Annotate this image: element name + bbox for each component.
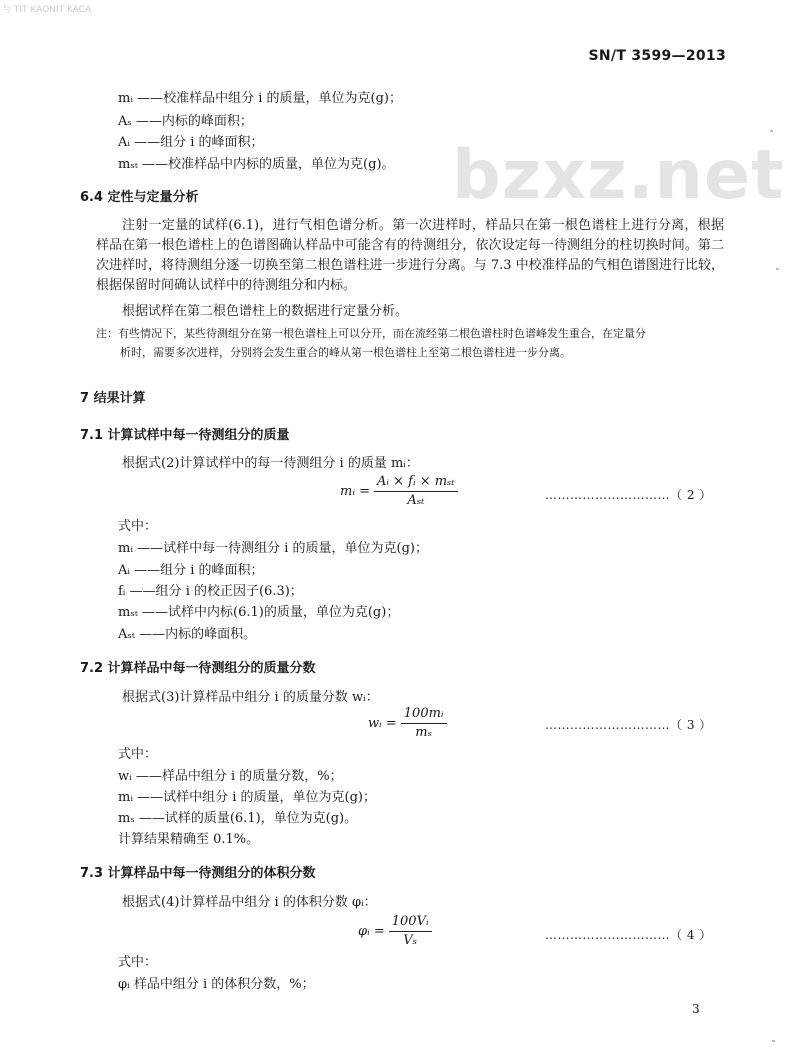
- equation-4-lhs: φᵢ =: [358, 924, 385, 939]
- equation-3: [368, 706, 447, 741]
- where-label: 式中：: [118, 747, 158, 762]
- precision-note: 计算结果精确至 0.1%。: [118, 832, 260, 847]
- equation-2-lhs: mᵢ =: [340, 484, 370, 499]
- section-7-2-intro: 根据式(3)计算样品中组分 i 的质量分数 wᵢ：: [122, 690, 379, 705]
- corner-watermark-text: 与 TIT KAONIT KACA: [2, 5, 92, 15]
- definition-line: Aₛ ——内标的峰面积；: [118, 114, 253, 129]
- section-6-4-note: [96, 324, 732, 362]
- page-number: 3: [692, 1002, 700, 1016]
- site-watermark: bzxz.net: [452, 136, 785, 215]
- scan-speck: [770, 130, 773, 132]
- equation-2-numerator: Aᵢ × fᵢ × mₛₜ: [374, 474, 458, 492]
- definition-line: mₛₜ ——试样中内标(6.1)的质量，单位为克(g)；: [118, 605, 400, 620]
- definition-line: wᵢ ——样品中组分 i 的质量分数，%；: [118, 769, 343, 784]
- section-6-4-paragraph: 注射一定量的试样(6.1)，进行气相色谱分析。第一次进样时，样品只在第一根色谱柱上进行分离，根据样品在第一根色谱柱上的色谱图确认样品中可能含有的待测组分，依次设定每一待测组分的柱切换时间。第二次进样时，将待测组分逐一切换至第二根色谱柱进一步进行分离。与 7.3 中校准样品的气相色谱图进行比较，根据保留时间确认试样中的待测组分和内标。: [96, 218, 724, 293]
- equation-4-number: …………………………（ 4 ）: [545, 928, 712, 942]
- equation-3-numerator: 100mᵢ: [401, 706, 447, 724]
- note-line-1: 注：有些情况下，某些待测组分在第一根色谱柱上可以分开，而在流经第二根色谱柱时色谱峰发生重合，在定量分: [96, 327, 646, 340]
- scan-speck: [772, 1040, 775, 1042]
- where-label: 式中：: [118, 955, 158, 970]
- equation-3-denominator: mₛ: [415, 725, 433, 740]
- equation-4-fraction: [389, 914, 432, 949]
- equation-3-fraction: [401, 706, 447, 741]
- equation-2-denominator: Aₛₜ: [407, 493, 425, 508]
- standard-number: SN/T 3599—2013: [588, 48, 726, 64]
- definition-line: Aᵢ ——组分 i 的峰面积；: [118, 563, 264, 578]
- definition-line: mᵢ ——试样中每一待测组分 i 的质量，单位为克(g)；: [118, 541, 428, 556]
- equation-4-numerator: 100Vᵢ: [389, 914, 432, 932]
- equation-4: [358, 914, 432, 949]
- where-label: 式中：: [118, 519, 158, 534]
- definition-line: mₛₜ ——校准样品中内标的质量，单位为克(g)。: [118, 157, 395, 172]
- equation-2-fraction: [374, 474, 458, 509]
- section-6-4-paragraph-2: 根据试样在第二根色谱柱上的数据进行定量分析。: [122, 304, 409, 319]
- definition-line: Aᵢ ——组分 i 的峰面积；: [118, 135, 264, 150]
- section-7-1-heading: 7.1 计算试样中每一待测组分的质量: [80, 428, 290, 443]
- note-line-2: 析时，需要多次进样，分别将会发生重合的峰从第一根色谱柱上至第二根色谱柱进一步分离。: [120, 346, 571, 359]
- section-7-heading: 7 结果计算: [80, 391, 146, 406]
- equation-3-lhs: wᵢ =: [368, 716, 397, 731]
- scan-speck: [776, 268, 779, 270]
- equation-2-number: …………………………（ 2 ）: [545, 488, 712, 502]
- equation-3-number: …………………………（ 3 ）: [545, 718, 712, 732]
- section-7-1-intro: 根据式(2)计算试样中的每一待测组分 i 的质量 mᵢ：: [122, 456, 419, 471]
- definition-line: mₛ ——试样的质量(6.1)，单位为克(g)。: [118, 811, 358, 826]
- definition-line: fᵢ ——组分 i 的校正因子(6.3)；: [118, 584, 303, 599]
- section-7-3-intro: 根据式(4)计算样品中组分 i 的体积分数 φᵢ：: [122, 895, 377, 910]
- definition-line: mᵢ ——校准样品中组分 i 的质量，单位为克(g)；: [118, 91, 402, 106]
- definition-line: Aₛₜ ——内标的峰面积。: [118, 627, 257, 642]
- section-7-3-heading: 7.3 计算样品中每一待测组分的体积分数: [80, 866, 316, 881]
- equation-4-denominator: Vₛ: [403, 933, 418, 948]
- equation-2: [340, 474, 458, 509]
- definition-line: φᵢ 样品中组分 i 的体积分数，%；: [118, 977, 315, 992]
- section-7-2-heading: 7.2 计算样品中每一待测组分的质量分数: [80, 661, 316, 676]
- section-6-4-heading: 6.4 定性与定量分析: [80, 190, 199, 205]
- definition-line: mᵢ ——试样中组分 i 的质量，单位为克(g)；: [118, 790, 376, 805]
